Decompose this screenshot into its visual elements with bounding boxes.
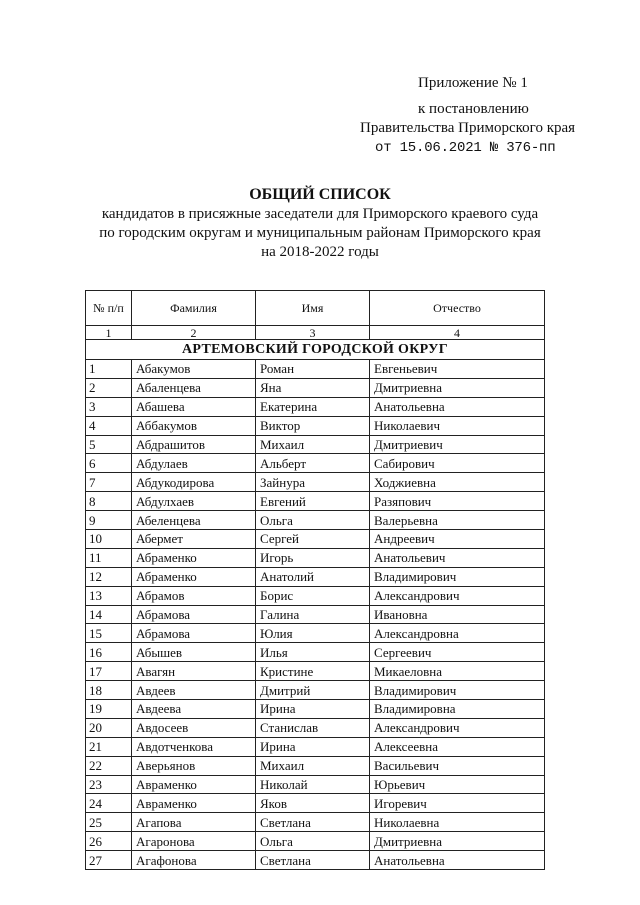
- row-number: 14: [86, 605, 132, 624]
- row-patronymic: Сергеевич: [370, 643, 545, 662]
- table-row: [86, 624, 545, 643]
- row-surname: Авдеев: [132, 681, 256, 700]
- row-name: Светлана: [256, 851, 370, 870]
- row-number: 23: [86, 775, 132, 794]
- row-name: Дмитрий: [256, 681, 370, 700]
- table-row: [86, 643, 545, 662]
- row-name: Николай: [256, 775, 370, 794]
- row-number: 25: [86, 813, 132, 832]
- row-number: 17: [86, 662, 132, 681]
- row-patronymic: Николаевна: [370, 813, 545, 832]
- header-number: № п/п: [86, 291, 132, 326]
- row-patronymic: Николаевич: [370, 416, 545, 435]
- table-row: [86, 775, 545, 794]
- title-line-3: на 2018-2022 годы: [261, 244, 379, 260]
- row-number: 1: [86, 360, 132, 379]
- table-row: [86, 511, 545, 530]
- row-number: 10: [86, 530, 132, 549]
- row-name: Ирина: [256, 737, 370, 756]
- table-row: [86, 718, 545, 737]
- row-number: 8: [86, 492, 132, 511]
- row-patronymic: Александрович: [370, 718, 545, 737]
- section-title: АРТЕМОВСКИЙ ГОРОДСКОЙ ОКРУГ: [86, 340, 545, 360]
- row-name: Михаил: [256, 435, 370, 454]
- title-line-2: по городским округам и муниципальным районам Приморского края: [99, 225, 541, 241]
- table-row: [86, 681, 545, 700]
- row-name: Екатерина: [256, 397, 370, 416]
- row-surname: Абраменко: [132, 548, 256, 567]
- row-surname: Абрамова: [132, 605, 256, 624]
- column-numbers-row: [86, 326, 545, 340]
- row-name: Яна: [256, 378, 370, 397]
- table-row: [86, 360, 545, 379]
- row-patronymic: Владимирович: [370, 681, 545, 700]
- row-name: Роман: [256, 360, 370, 379]
- row-surname: Авраменко: [132, 794, 256, 813]
- row-number: 9: [86, 511, 132, 530]
- table-row: [86, 737, 545, 756]
- row-patronymic: Анатольевич: [370, 548, 545, 567]
- row-surname: Абаленцева: [132, 378, 256, 397]
- appendix-label: Приложение № 1: [418, 75, 528, 91]
- row-patronymic: Владимирович: [370, 567, 545, 586]
- row-name: Юлия: [256, 624, 370, 643]
- row-number: 13: [86, 586, 132, 605]
- row-name: Ольга: [256, 832, 370, 851]
- row-number: 26: [86, 832, 132, 851]
- row-number: 22: [86, 756, 132, 775]
- table-row: [86, 530, 545, 549]
- row-number: 19: [86, 700, 132, 719]
- row-surname: Абышев: [132, 643, 256, 662]
- row-surname: Абрамова: [132, 624, 256, 643]
- row-surname: Абдулаев: [132, 454, 256, 473]
- row-surname: Авагян: [132, 662, 256, 681]
- column-number: 1: [86, 326, 132, 340]
- government-label: Правительства Приморского края: [360, 120, 576, 136]
- header-name: Имя: [256, 291, 370, 326]
- table-row: [86, 378, 545, 397]
- row-patronymic: Дмитриевна: [370, 832, 545, 851]
- table-row: [86, 567, 545, 586]
- row-surname: Абакумов: [132, 360, 256, 379]
- row-surname: Абдрашитов: [132, 435, 256, 454]
- document-title: ОБЩИЙ СПИСОК: [249, 186, 391, 203]
- table-row: [86, 586, 545, 605]
- row-number: 27: [86, 851, 132, 870]
- title-line-1: кандидатов в присяжные заседатели для Приморского краевого суда: [101, 206, 539, 222]
- row-name: Анатолий: [256, 567, 370, 586]
- row-number: 7: [86, 473, 132, 492]
- section-row: [86, 340, 545, 360]
- row-number: 2: [86, 378, 132, 397]
- row-surname: Аббакумов: [132, 416, 256, 435]
- resolution-label: к постановлению: [418, 101, 529, 117]
- row-number: 6: [86, 454, 132, 473]
- row-patronymic: Ивановна: [370, 605, 545, 624]
- row-name: Станислав: [256, 718, 370, 737]
- table-row: [86, 851, 545, 870]
- row-patronymic: Владимировна: [370, 700, 545, 719]
- row-surname: Абеленцева: [132, 511, 256, 530]
- table-row: [86, 473, 545, 492]
- row-surname: Абдулхаев: [132, 492, 256, 511]
- table-row: [86, 794, 545, 813]
- row-patronymic: Игоревич: [370, 794, 545, 813]
- row-surname: Абашева: [132, 397, 256, 416]
- row-name: Евгений: [256, 492, 370, 511]
- row-patronymic: Андреевич: [370, 530, 545, 549]
- row-patronymic: Ходжиевна: [370, 473, 545, 492]
- row-name: Ирина: [256, 700, 370, 719]
- row-surname: Абраменко: [132, 567, 256, 586]
- row-number: 20: [86, 718, 132, 737]
- row-patronymic: Анатольевна: [370, 397, 545, 416]
- row-number: 5: [86, 435, 132, 454]
- table-row: [86, 548, 545, 567]
- table-row: [86, 756, 545, 775]
- table-row: [86, 397, 545, 416]
- table-row: [86, 416, 545, 435]
- header-surname: Фамилия: [132, 291, 256, 326]
- row-name: Кристине: [256, 662, 370, 681]
- date-number-label: от 15.06.2021 № 376-пп: [375, 140, 556, 156]
- row-name: Борис: [256, 586, 370, 605]
- candidates-table: [85, 290, 545, 870]
- row-name: Яков: [256, 794, 370, 813]
- row-patronymic: Евгеньевич: [370, 360, 545, 379]
- row-surname: Авдосеев: [132, 718, 256, 737]
- column-number: 2: [132, 326, 256, 340]
- table-row: [86, 832, 545, 851]
- row-number: 16: [86, 643, 132, 662]
- row-patronymic: Дмитриевна: [370, 378, 545, 397]
- row-surname: Агафонова: [132, 851, 256, 870]
- table-header-row: [86, 291, 545, 326]
- row-name: Светлана: [256, 813, 370, 832]
- row-number: 4: [86, 416, 132, 435]
- header-patronymic: Отчество: [370, 291, 545, 326]
- row-name: Виктор: [256, 416, 370, 435]
- row-number: 15: [86, 624, 132, 643]
- row-patronymic: Александрович: [370, 586, 545, 605]
- row-surname: Авдотченкова: [132, 737, 256, 756]
- table-row: [86, 813, 545, 832]
- row-name: Игорь: [256, 548, 370, 567]
- table-row: [86, 492, 545, 511]
- row-patronymic: Микаеловна: [370, 662, 545, 681]
- row-surname: Агапова: [132, 813, 256, 832]
- row-name: Галина: [256, 605, 370, 624]
- row-number: 18: [86, 681, 132, 700]
- table-row: [86, 662, 545, 681]
- row-number: 21: [86, 737, 132, 756]
- row-patronymic: Юрьевич: [370, 775, 545, 794]
- row-number: 3: [86, 397, 132, 416]
- row-patronymic: Анатольевна: [370, 851, 545, 870]
- row-surname: Абдукодирова: [132, 473, 256, 492]
- row-patronymic: Разяпович: [370, 492, 545, 511]
- row-name: Михаил: [256, 756, 370, 775]
- row-patronymic: Сабирович: [370, 454, 545, 473]
- row-patronymic: Валерьевна: [370, 511, 545, 530]
- row-number: 11: [86, 548, 132, 567]
- row-patronymic: Алексеевна: [370, 737, 545, 756]
- row-name: Ольга: [256, 511, 370, 530]
- table-row: [86, 700, 545, 719]
- row-surname: Абермет: [132, 530, 256, 549]
- row-surname: Аверьянов: [132, 756, 256, 775]
- row-number: 24: [86, 794, 132, 813]
- table-row: [86, 605, 545, 624]
- row-surname: Абрамов: [132, 586, 256, 605]
- row-name: Зайнура: [256, 473, 370, 492]
- row-surname: Агаронова: [132, 832, 256, 851]
- table-row: [86, 435, 545, 454]
- row-name: Альберт: [256, 454, 370, 473]
- column-number: 4: [370, 326, 545, 340]
- row-name: Илья: [256, 643, 370, 662]
- table-row: [86, 454, 545, 473]
- row-patronymic: Александровна: [370, 624, 545, 643]
- row-number: 12: [86, 567, 132, 586]
- row-patronymic: Дмитриевич: [370, 435, 545, 454]
- column-number: 3: [256, 326, 370, 340]
- row-surname: Авраменко: [132, 775, 256, 794]
- row-surname: Авдеева: [132, 700, 256, 719]
- row-name: Сергей: [256, 530, 370, 549]
- row-patronymic: Васильевич: [370, 756, 545, 775]
